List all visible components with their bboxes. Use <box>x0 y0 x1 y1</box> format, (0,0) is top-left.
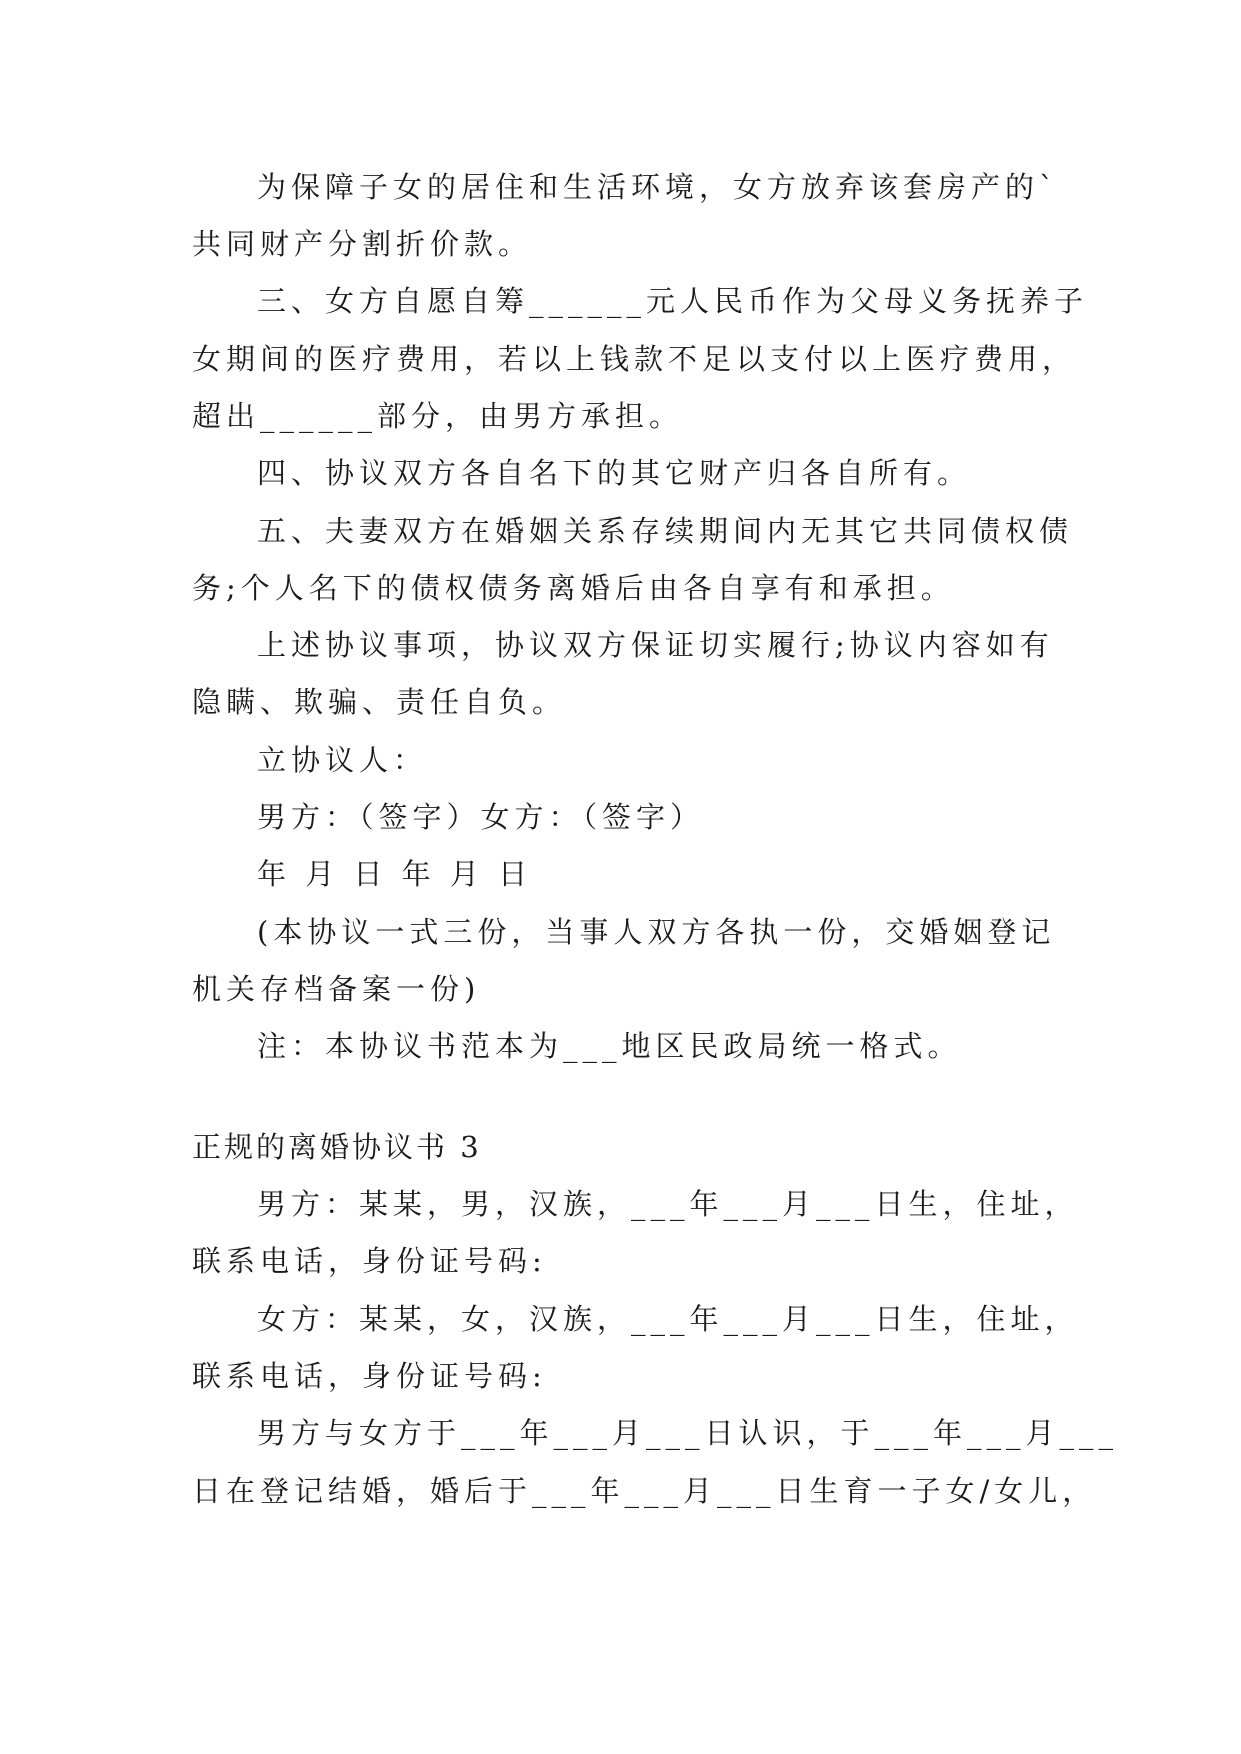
paragraph-line: 务;个人名下的债权债务离婚后由各自享有和承担。 <box>192 571 955 605</box>
paragraph-line: 四、协议双方各自名下的其它财产归各自所有。 <box>257 456 972 490</box>
paragraph-line: 联系电话，身份证号码: <box>192 1244 547 1278</box>
paragraph-line: (本协议一式三份，当事人双方各执一份，交婚姻登记 <box>257 915 1056 949</box>
paragraph-line: 共同财产分割折价款。 <box>192 227 533 261</box>
paragraph-line: 日在登记结婚，婚后于___年___月___日生育一子女/女儿， <box>192 1474 1097 1508</box>
paragraph-line: 三、女方自愿自筹______元人民币作为父母义务抚养子 <box>257 284 1089 318</box>
paragraph-line: 五、夫妻双方在婚姻关系存续期间内无其它共同债权债 <box>257 514 1074 548</box>
paragraph-line: 上述协议事项，协议双方保证切实履行;协议内容如有 <box>257 628 1054 662</box>
paragraph-line: 女期间的医疗费用，若以上钱款不足以支付以上医疗费用， <box>192 342 1077 376</box>
paragraph-line: 男方：某某，男，汉族，___年___月___日生，住址， <box>257 1187 1079 1221</box>
paragraph-line: 注：本协议书范本为___地区民政局统一格式。 <box>257 1029 962 1063</box>
paragraph-line: 机关存档备案一份) <box>192 972 481 1006</box>
paragraph-line: 男方与女方于___年___月___日认识，于___年___月___ <box>257 1416 1119 1450</box>
paragraph-line: 联系电话，身份证号码: <box>192 1359 547 1393</box>
paragraph-line: 隐瞒、欺骗、责任自负。 <box>192 685 567 719</box>
date-line: 年 月 日 年 月 日 <box>257 857 533 891</box>
paragraph-line: 立协议人： <box>257 743 428 777</box>
paragraph-line: 超出______部分，由男方承担。 <box>192 399 684 433</box>
paragraph-line: 为保障子女的居住和生活环境，女方放弃该套房产的` <box>257 170 1059 204</box>
section-heading: 正规的离婚协议书 3 <box>192 1130 482 1164</box>
paragraph-line: 女方：某某，女，汉族，___年___月___日生，住址， <box>257 1302 1079 1336</box>
signature-line: 男方：（签字）女方：（签字） <box>257 800 705 834</box>
